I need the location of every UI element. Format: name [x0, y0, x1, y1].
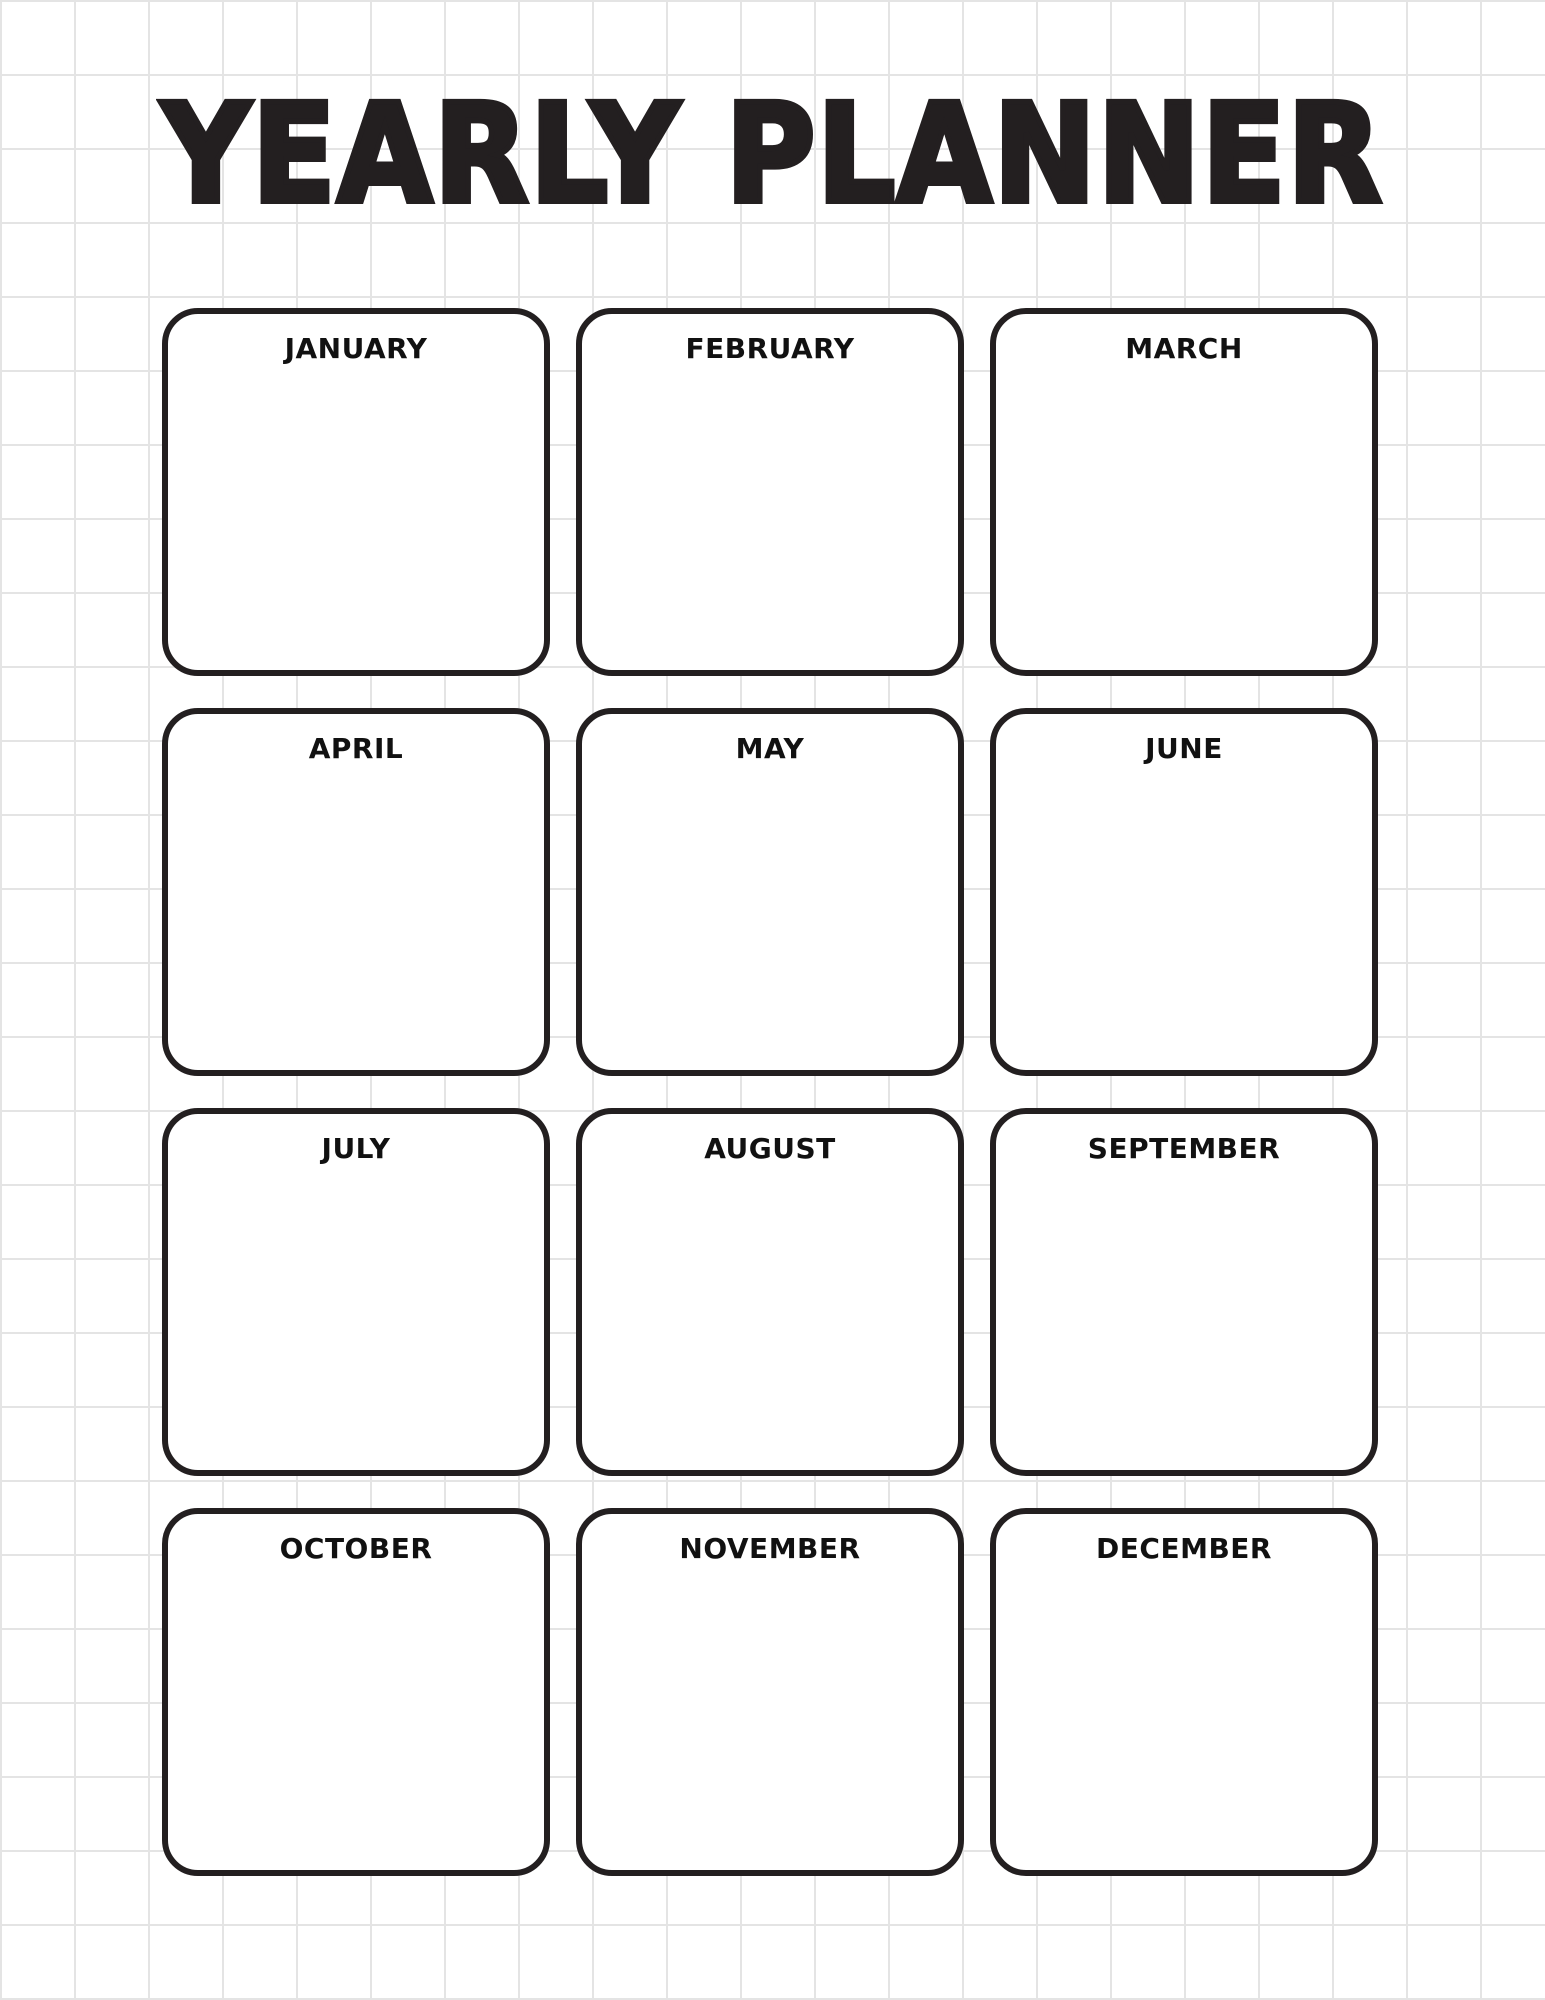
month-label-october: OCTOBER	[279, 1532, 433, 1565]
month-box-september[interactable]	[990, 1108, 1378, 1476]
month-label-september: SEPTEMBER	[1087, 1132, 1281, 1165]
month-label-may: MAY	[735, 732, 805, 765]
month-box-july[interactable]	[162, 1108, 550, 1476]
month-label-december: DECEMBER	[1096, 1532, 1272, 1565]
month-box-february[interactable]	[576, 308, 964, 676]
month-label-june: JUNE	[1145, 732, 1223, 765]
month-label-march: MARCH	[1125, 332, 1243, 365]
month-box-march[interactable]	[990, 308, 1378, 676]
month-box-april[interactable]	[162, 708, 550, 1076]
month-box-june[interactable]	[990, 708, 1378, 1076]
month-label-april: APRIL	[308, 732, 404, 765]
month-label-august: AUGUST	[704, 1132, 836, 1165]
month-box-august[interactable]	[576, 1108, 964, 1476]
month-box-november[interactable]	[576, 1508, 964, 1876]
month-label-january: JANUARY	[284, 332, 428, 365]
month-box-december[interactable]	[990, 1508, 1378, 1876]
month-label-july: JULY	[321, 1132, 391, 1165]
month-box-january[interactable]	[162, 308, 550, 676]
months-grid	[162, 308, 1379, 1876]
month-label-november: NOVEMBER	[679, 1532, 861, 1565]
page-title: YEARLY PLANNER	[161, 76, 1384, 234]
month-box-may[interactable]	[576, 708, 964, 1076]
month-box-october[interactable]	[162, 1508, 550, 1876]
month-label-february: FEBRUARY	[685, 332, 855, 365]
